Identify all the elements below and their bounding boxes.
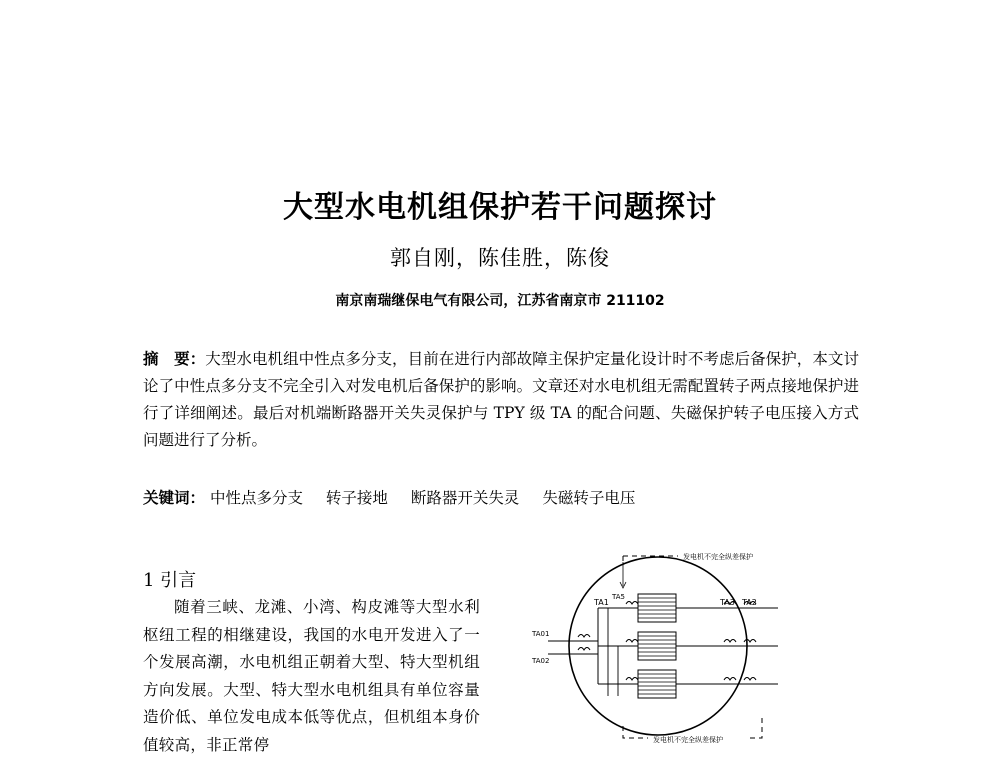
label-ta2: TA2 [742, 598, 757, 607]
figure-svg [528, 546, 798, 756]
keyword: 转子接地 [325, 489, 388, 507]
section-heading: 1 引言 [143, 570, 197, 591]
terminal-lines [676, 608, 778, 684]
keywords [143, 486, 859, 508]
figure-bottom-label: 发电机不完全纵差保护 [653, 736, 723, 744]
winding-phase-a [638, 594, 676, 622]
label-ta02: TA02 [532, 657, 550, 665]
neutral-ct-coils [578, 635, 590, 651]
abstract [143, 345, 859, 454]
section-body: 随着三峡、龙滩、小湾、构皮滩等大型水利枢纽工程的相继建设，我国的水电开发进入了一个发展高潮，水电机组正朝着大型、特大型机组方向发展。大型、特大型水电机组具有单位容量造价低、单位发电成本低等优点，但机组本身价值较高，非正常停 [143, 598, 480, 754]
winding-phase-b [638, 632, 676, 660]
label-ta1: TA1 [594, 598, 609, 607]
keyword: 失磁转子电压 [542, 489, 636, 507]
figure-top-label: 发电机不完全纵差保护 [683, 553, 753, 561]
dashed-boundary-right [750, 714, 762, 738]
label-ta3: TA3 [720, 598, 735, 607]
abstract-label: 摘 要： [143, 349, 206, 368]
label-ta5: TA5 [612, 593, 625, 601]
label-ta01: TA01 [532, 630, 550, 638]
abstract-text: 大型水电机组中性点多分支，目前在进行内部故障主保护定量化设计时不考虑后备保护，本文讨论了中性点多分支不完全引入对发电机后备保护的影响。文章还对水电机组无需配置转子两点接地保护进行了详细阐述。最后对机端断路器开关失灵保护与 TPY 级 TA 的配合问题、失磁保护转子电压接入方式问题进行了分析。 [143, 350, 859, 449]
paper-title: 大型水电机组保护若干问题探讨 [283, 190, 717, 225]
winding-phase-c [638, 670, 676, 698]
affiliation: 南京南瑞继保电气有限公司，江苏省南京市 211102 [335, 293, 665, 309]
authors: 郭自刚，陈佳胜，陈俊 [390, 246, 610, 270]
neutral-leads [548, 641, 598, 654]
keywords-label: 关键词： [143, 488, 206, 507]
ct-coils [626, 602, 756, 681]
neutral-branch [608, 608, 618, 696]
generator-protection-figure [528, 546, 798, 756]
keyword: 中性点多分支 [209, 489, 303, 507]
keyword: 断路器开关失灵 [410, 489, 520, 507]
